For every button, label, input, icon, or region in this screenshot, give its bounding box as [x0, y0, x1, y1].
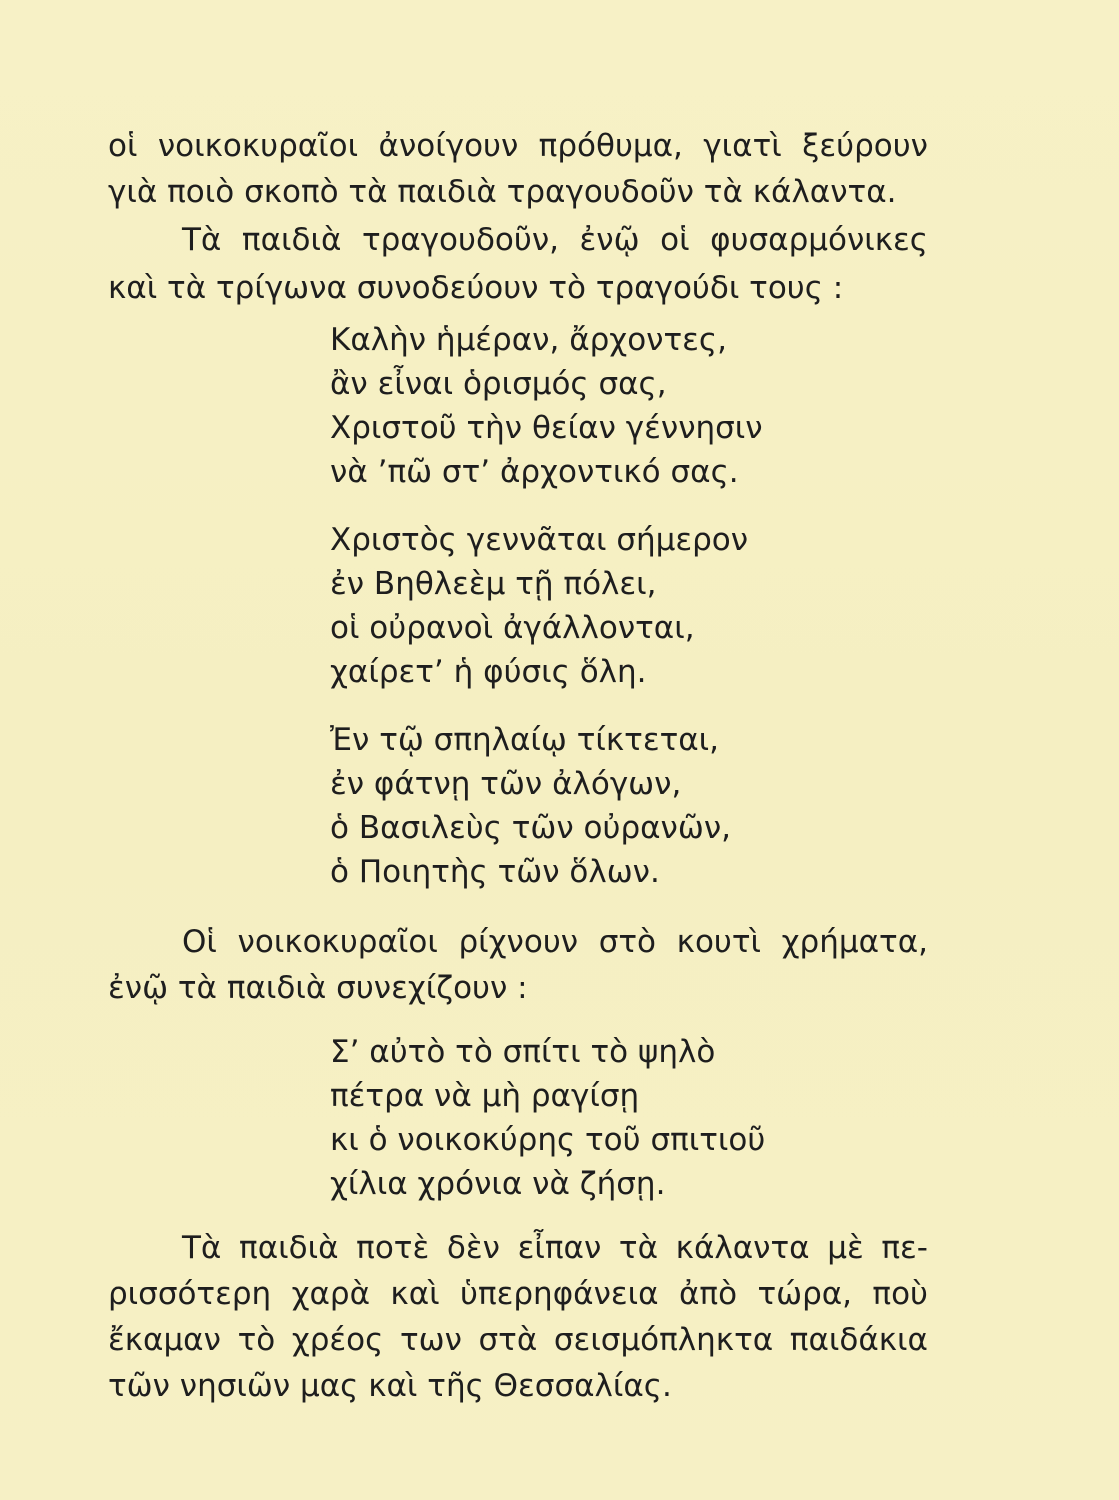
- stanza-2-line-3: οἱ οὐρανοὶ ἀγάλλονται,: [330, 610, 695, 646]
- stanza-1-line-4: νὰ ’πῶ στ’ ἀρχοντικό σας.: [330, 454, 739, 490]
- stanza-1-line-3: Χριστοῦ τὴν θείαν γέννησιν: [330, 410, 763, 446]
- stanza-1-line-1: Καλὴν ἡμέραν, ἄρχοντες,: [330, 322, 727, 358]
- page-text: [108, 0, 928, 1500]
- paragraph-2-line-1: Τὰ παιδιὰ τραγουδοῦν, ἐνῷ οἱ φυσαρμόνικες: [182, 222, 928, 258]
- stanza-1-line-2: ἂν εἶναι ὁρισμός σας,: [330, 366, 667, 402]
- stanza-3-line-3: ὁ Βασιλεὺς τῶν οὐρανῶν,: [330, 810, 732, 846]
- stanza-4-line-3: κι ὁ νοικοκύρης τοῦ σπιτιοῦ: [330, 1122, 766, 1158]
- paragraph-4-line-1: Τὰ παιδιὰ ποτὲ δὲν εἶπαν τὰ κάλαντα μὲ πε-: [182, 1230, 928, 1266]
- stanza-3-line-2: ἐν φάτνῃ τῶν ἀλόγων,: [330, 766, 682, 802]
- stanza-4-line-2: πέτρα νὰ μὴ ραγίσῃ: [330, 1078, 640, 1114]
- paragraph-4-line-2: ρισσότερη χαρὰ καὶ ὑπερηφάνεια ἀπὸ τώρα, ποὺ: [108, 1276, 928, 1312]
- paragraph-1-line-2: γιὰ ποιὸ σκοπὸ τὰ παιδιὰ τραγουδοῦν τὰ κάλαντα.: [108, 174, 897, 210]
- paragraph-1-line-1: οἱ νοικοκυραῖοι ἀνοίγουν πρόθυμα, γιατὶ ξεύρουν: [108, 128, 928, 164]
- paragraph-4-line-4: τῶν νησιῶν μας καὶ τῆς Θεσσαλίας.: [108, 1368, 672, 1404]
- stanza-2-line-2: ἐν Βηθλεὲμ τῇ πόλει,: [330, 566, 657, 602]
- paragraph-3-line-2: ἐνῷ τὰ παιδιὰ συνεχίζουν :: [108, 970, 528, 1006]
- stanza-4-line-1: Σ’ αὐτὸ τὸ σπίτι τὸ ψηλὸ: [330, 1034, 716, 1070]
- stanza-4-line-4: χίλια χρόνια νὰ ζήσῃ.: [330, 1166, 666, 1202]
- stanza-2-line-1: Χριστὸς γεννᾶται σήμερον: [330, 522, 749, 558]
- stanza-2-line-4: χαίρετ’ ἡ φύσις ὅλη.: [330, 654, 647, 690]
- stanza-3-line-1: Ἐν τῷ σπηλαίῳ τίκτεται,: [330, 722, 720, 758]
- paragraph-4-line-3: ἔκαμαν τὸ χρέος των στὰ σεισμόπληκτα παιδάκια: [108, 1322, 928, 1358]
- stanza-3-line-4: ὁ Ποιητὴς τῶν ὅλων.: [330, 854, 660, 890]
- paragraph-2-line-2: καὶ τὰ τρίγωνα συνοδεύουν τὸ τραγούδι τους :: [108, 270, 844, 306]
- paragraph-3-line-1: Οἱ νοικοκυραῖοι ρίχνουν στὸ κουτὶ χρήματα,: [182, 924, 928, 960]
